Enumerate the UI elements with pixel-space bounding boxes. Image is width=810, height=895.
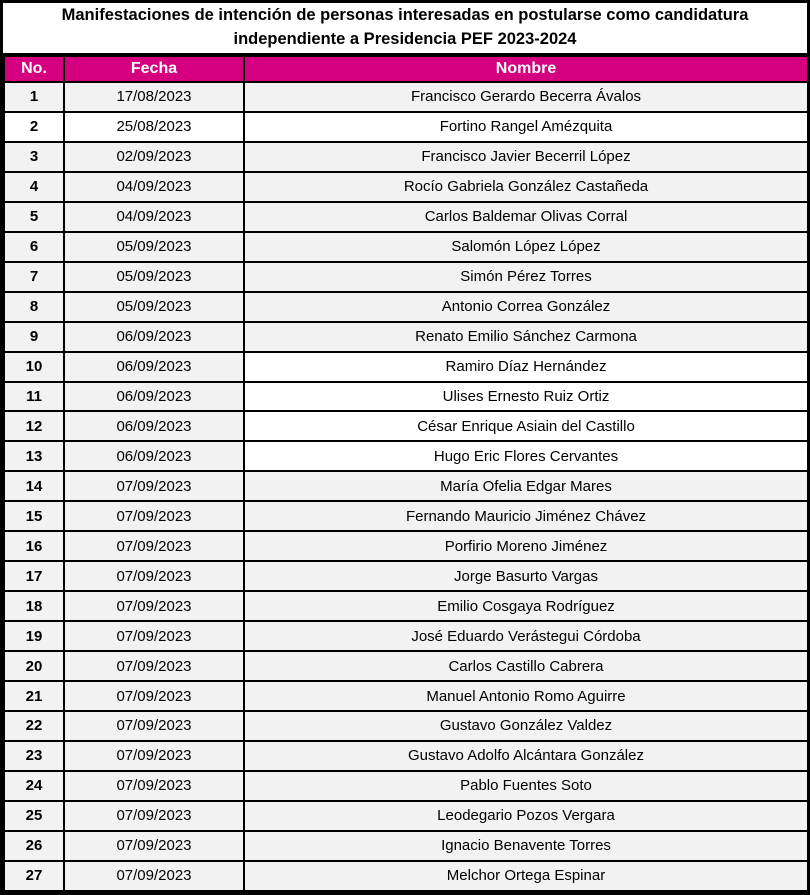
table-row xyxy=(4,801,808,831)
row-number-cell: 19 xyxy=(4,621,64,651)
row-number-cell: 20 xyxy=(4,651,64,681)
row-number-cell: 26 xyxy=(4,831,64,861)
name-cell: Francisco Javier Becerril López xyxy=(244,142,808,172)
name-cell: Melchor Ortega Espinar xyxy=(244,861,808,891)
date-cell: 04/09/2023 xyxy=(64,172,244,202)
name-cell: Porfirio Moreno Jiménez xyxy=(244,531,808,561)
date-cell: 05/09/2023 xyxy=(64,292,244,322)
row-number-cell: 18 xyxy=(4,591,64,621)
name-cell: Renato Emilio Sánchez Carmona xyxy=(244,322,808,352)
name-cell: Pablo Fuentes Soto xyxy=(244,771,808,801)
table-row xyxy=(4,172,808,202)
column-header-fecha: Fecha xyxy=(64,56,244,82)
name-cell: Salomón López López xyxy=(244,232,808,262)
table-row xyxy=(4,711,808,741)
table-row xyxy=(4,651,808,681)
row-number-cell: 6 xyxy=(4,232,64,262)
date-cell: 06/09/2023 xyxy=(64,441,244,471)
date-cell: 07/09/2023 xyxy=(64,741,244,771)
table-row xyxy=(4,831,808,861)
date-cell: 07/09/2023 xyxy=(64,621,244,651)
row-number-cell: 7 xyxy=(4,262,64,292)
name-cell: José Eduardo Verástegui Córdoba xyxy=(244,621,808,651)
date-cell: 07/09/2023 xyxy=(64,591,244,621)
table-row xyxy=(4,741,808,771)
date-cell: 07/09/2023 xyxy=(64,861,244,891)
row-number-cell: 17 xyxy=(4,561,64,591)
table-row xyxy=(4,561,808,591)
name-cell: Fortino Rangel Amézquita xyxy=(244,112,808,142)
table-row xyxy=(4,142,808,172)
name-cell: Gustavo González Valdez xyxy=(244,711,808,741)
table-row xyxy=(4,591,808,621)
name-cell: Ramiro Díaz Hernández xyxy=(244,352,808,382)
row-number-cell: 11 xyxy=(4,382,64,412)
column-header-no: No. xyxy=(4,56,64,82)
row-number-cell: 5 xyxy=(4,202,64,232)
date-cell: 06/09/2023 xyxy=(64,322,244,352)
row-number-cell: 9 xyxy=(4,322,64,352)
date-cell: 07/09/2023 xyxy=(64,561,244,591)
table-row xyxy=(4,82,808,112)
row-number-cell: 1 xyxy=(4,82,64,112)
row-number-cell: 2 xyxy=(4,112,64,142)
name-cell: Francisco Gerardo Becerra Ávalos xyxy=(244,82,808,112)
table-header-row xyxy=(4,56,808,82)
row-number-cell: 10 xyxy=(4,352,64,382)
name-cell: Hugo Eric Flores Cervantes xyxy=(244,441,808,471)
column-header-nombre: Nombre xyxy=(244,56,808,82)
date-cell: 07/09/2023 xyxy=(64,531,244,561)
table-row xyxy=(4,232,808,262)
row-number-cell: 25 xyxy=(4,801,64,831)
table-row xyxy=(4,202,808,232)
date-cell: 06/09/2023 xyxy=(64,411,244,441)
table-row xyxy=(4,112,808,142)
row-number-cell: 8 xyxy=(4,292,64,322)
name-cell: Antonio Correa González xyxy=(244,292,808,322)
row-number-cell: 14 xyxy=(4,471,64,501)
name-cell: Fernando Mauricio Jiménez Chávez xyxy=(244,501,808,531)
date-cell: 25/08/2023 xyxy=(64,112,244,142)
date-cell: 07/09/2023 xyxy=(64,831,244,861)
name-cell: Rocío Gabriela González Castañeda xyxy=(244,172,808,202)
table-row xyxy=(4,382,808,412)
table-row xyxy=(4,322,808,352)
name-cell: Leodegario Pozos Vergara xyxy=(244,801,808,831)
name-cell: María Ofelia Edgar Mares xyxy=(244,471,808,501)
table-body xyxy=(4,82,808,891)
name-cell: Carlos Baldemar Olivas Corral xyxy=(244,202,808,232)
table-row xyxy=(4,621,808,651)
date-cell: 04/09/2023 xyxy=(64,202,244,232)
date-cell: 07/09/2023 xyxy=(64,681,244,711)
name-cell: Jorge Basurto Vargas xyxy=(244,561,808,591)
table-row xyxy=(4,411,808,441)
name-cell: Ignacio Benavente Torres xyxy=(244,831,808,861)
table-title xyxy=(3,3,807,55)
name-cell: Carlos Castillo Cabrera xyxy=(244,651,808,681)
row-number-cell: 13 xyxy=(4,441,64,471)
table-title-line2: independiente a Presidencia PEF 2023-2024 xyxy=(233,30,577,48)
row-number-cell: 16 xyxy=(4,531,64,561)
name-cell: César Enrique Asiain del Castillo xyxy=(244,411,808,441)
table-row xyxy=(4,531,808,561)
name-cell: Manuel Antonio Romo Aguirre xyxy=(244,681,808,711)
name-cell: Simón Pérez Torres xyxy=(244,262,808,292)
table-row xyxy=(4,441,808,471)
name-cell: Gustavo Adolfo Alcántara González xyxy=(244,741,808,771)
date-cell: 07/09/2023 xyxy=(64,711,244,741)
row-number-cell: 21 xyxy=(4,681,64,711)
date-cell: 02/09/2023 xyxy=(64,142,244,172)
row-number-cell: 4 xyxy=(4,172,64,202)
date-cell: 05/09/2023 xyxy=(64,232,244,262)
table-title-line1: Manifestaciones de intención de personas interesadas en postularse como candidatura xyxy=(61,6,749,25)
row-number-cell: 23 xyxy=(4,741,64,771)
date-cell: 07/09/2023 xyxy=(64,471,244,501)
row-number-cell: 24 xyxy=(4,771,64,801)
candidates-table xyxy=(3,55,809,892)
date-cell: 06/09/2023 xyxy=(64,382,244,412)
row-number-cell: 12 xyxy=(4,411,64,441)
date-cell: 06/09/2023 xyxy=(64,352,244,382)
name-cell: Ulises Ernesto Ruiz Ortiz xyxy=(244,382,808,412)
date-cell: 07/09/2023 xyxy=(64,651,244,681)
row-number-cell: 27 xyxy=(4,861,64,891)
date-cell: 07/09/2023 xyxy=(64,771,244,801)
date-cell: 07/09/2023 xyxy=(64,801,244,831)
row-number-cell: 15 xyxy=(4,501,64,531)
table-row xyxy=(4,471,808,501)
name-cell: Emilio Cosgaya Rodríguez xyxy=(244,591,808,621)
table-row xyxy=(4,681,808,711)
row-number-cell: 22 xyxy=(4,711,64,741)
date-cell: 05/09/2023 xyxy=(64,262,244,292)
row-number-cell: 3 xyxy=(4,142,64,172)
date-cell: 17/08/2023 xyxy=(64,82,244,112)
table-row xyxy=(4,861,808,891)
table-row xyxy=(4,352,808,382)
table-row xyxy=(4,501,808,531)
date-cell: 07/09/2023 xyxy=(64,501,244,531)
table-row xyxy=(4,292,808,322)
table-row xyxy=(4,262,808,292)
table-row xyxy=(4,771,808,801)
